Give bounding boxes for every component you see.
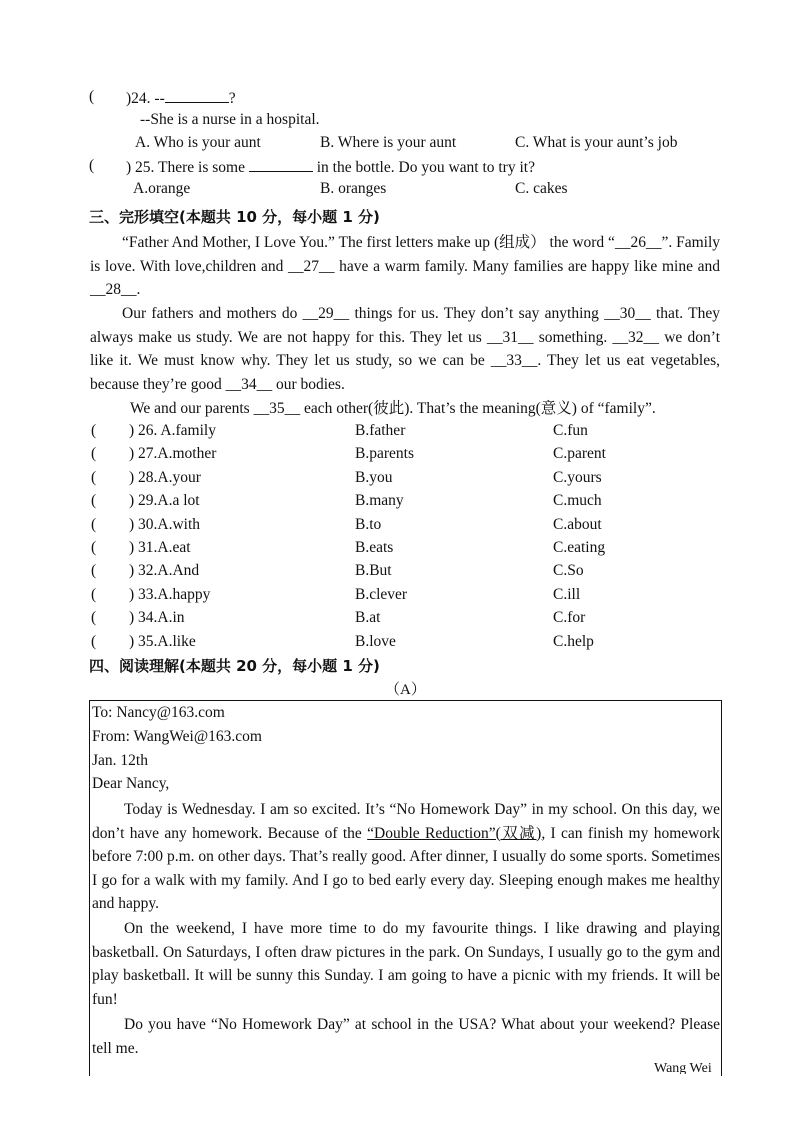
option-b: B.But (355, 562, 392, 580)
section3-title: 三、完形填空(本题共 10 分，每小题 1 分) (89, 208, 380, 226)
cloze-paragraph-1 (90, 231, 720, 302)
q24-answer-line: --She is a nurse in a hospital. (140, 111, 320, 128)
option-a: ) 26. A.family (129, 422, 216, 439)
option-c: C.much (553, 492, 602, 510)
cloze-paragraph-3 (90, 397, 720, 421)
email-signature: Wang Wei (654, 1061, 712, 1074)
option-row-paren: ( (91, 492, 97, 510)
q24-qmark: ? (228, 90, 236, 107)
q25-number-text: ) 25. There is some (126, 159, 245, 176)
option-c: C.ill (553, 585, 581, 603)
email-date: Jan. 12th (92, 752, 148, 769)
cloze-p2-text: Our fathers and mothers do __29__ things for us. They don’t say anything __30__ that. They always make us study. We are not happy for this. They let us __31__ something. __32__ we don’t like it. We must know why. They let us study, so we can be __33__. They let us eat vegetables, because they’re good __34__ our bodies. (90, 305, 720, 393)
q24-blank[interactable] (165, 88, 229, 103)
section4-title: 四、阅读理解(本题共 20 分，每小题 1 分) (89, 657, 380, 675)
q25-option-b: B. oranges (320, 180, 387, 197)
q24-number-text: )24. -- (126, 90, 165, 107)
option-row-paren: ( (91, 515, 97, 533)
option-row-paren: ( (91, 445, 97, 463)
option-b: B.to (355, 515, 382, 533)
option-a: ) 32.A.And (129, 562, 200, 580)
option-a: ) 35.A.like (129, 632, 196, 650)
cloze-paragraph-2 (90, 302, 720, 396)
q24-option-c: C. What is your aunt’s job (515, 134, 678, 151)
q24-number (126, 88, 236, 108)
cloze-p1-text: “Father And Mother, I Love You.” The first letters make up (组成） the word “__26__”. Family is love. With love,children and __27__ have a warm family. Many families are happy like mine and __28__. (90, 234, 720, 298)
q25-option-c: C. cakes (515, 180, 568, 197)
option-row-paren: ( (91, 632, 97, 650)
email-greeting: Dear Nancy, (92, 775, 170, 792)
double-reduction-term: “Double Reduction”(双减) (367, 824, 542, 842)
option-a: ) 33.A.happy (129, 585, 211, 603)
option-a: ) 28.A.your (129, 468, 201, 486)
option-row-paren: ( (91, 422, 97, 439)
option-a: ) 34.A.in (129, 609, 185, 627)
option-row-paren: ( (91, 562, 97, 580)
option-row-paren: ( (91, 539, 97, 556)
option-c: C.So (553, 562, 584, 580)
option-b: B.you (355, 468, 393, 486)
option-c: C.parent (553, 445, 606, 463)
email-paragraph-1 (92, 798, 720, 916)
option-row-paren: ( (91, 468, 97, 486)
cloze-p3-text: We and our parents __35__ each other(彼此). That’s the meaning(意义) of “family”. (130, 400, 656, 417)
option-a: ) 31.A.eat (129, 539, 191, 556)
email-p1-after: , I can finish my homework before 7:00 p.m. on other days. That’s really good. After dinner, I usually do some sports. Sometimes I go for a walk with my family. And I go to bed early every day. Sleeping enough makes me healthy and happy. (92, 824, 720, 912)
q24-paren-open: ( (89, 88, 95, 105)
email-paragraph-3 (92, 1013, 720, 1060)
email-p2-text: On the weekend, I have more time to do my favourite things. I like drawing and playing basketball. On Saturdays, I often draw pictures in the park. On Sundays, I usually go to the gym and play basketball. It will be sunny this Sunday. I am going to have a picnic with my friends. It will be fun! (92, 920, 720, 1008)
option-c: C.help (553, 632, 594, 650)
email-box-left-border (89, 700, 90, 1076)
q24-option-b: B. Where is your aunt (320, 134, 457, 151)
option-a: ) 27.A.mother (129, 445, 217, 463)
option-b: B.clever (355, 585, 408, 603)
email-paragraph-2 (92, 917, 720, 1011)
option-c: C.eating (553, 539, 606, 556)
option-b: B.eats (355, 539, 394, 556)
q25-rest-text: in the bottle. Do you want to try it? (316, 159, 535, 176)
option-row-paren: ( (91, 585, 97, 603)
email-box-top-border (89, 700, 722, 701)
option-b: B.parents (355, 445, 414, 463)
option-a: ) 30.A.with (129, 515, 201, 533)
email-to: To: Nancy@163.com (92, 704, 225, 721)
email-from: From: WangWei@163.com (92, 728, 262, 745)
option-b: B.love (355, 632, 396, 650)
email-p1-before: Today is Wednesday. I am so excited. It’s “No Homework Day” in my school. On this day, we don’t have any homework. Because of the (92, 801, 720, 842)
option-c: C.about (553, 515, 602, 533)
option-a: ) 29.A.a lot (129, 492, 200, 510)
q25-paren-open: ( (89, 157, 95, 174)
option-b: B.at (355, 609, 381, 627)
option-c: C.for (553, 609, 586, 627)
option-b: B.many (355, 492, 404, 510)
email-box-right-border (721, 700, 722, 1076)
q24-option-a: A. Who is your aunt (135, 134, 261, 151)
passage-a-label: （A） (385, 682, 426, 698)
option-c: C.yours (553, 468, 602, 486)
option-b: B.father (355, 422, 406, 439)
option-c: C.fun (553, 422, 588, 439)
email-p3-text: Do you have “No Homework Day” at school in the USA? What about your weekend? Please tell me. (92, 1016, 720, 1057)
q25-option-a: A.orange (133, 180, 191, 197)
option-row-paren: ( (91, 609, 97, 627)
q25-question (126, 157, 535, 177)
q25-blank[interactable] (249, 157, 313, 172)
